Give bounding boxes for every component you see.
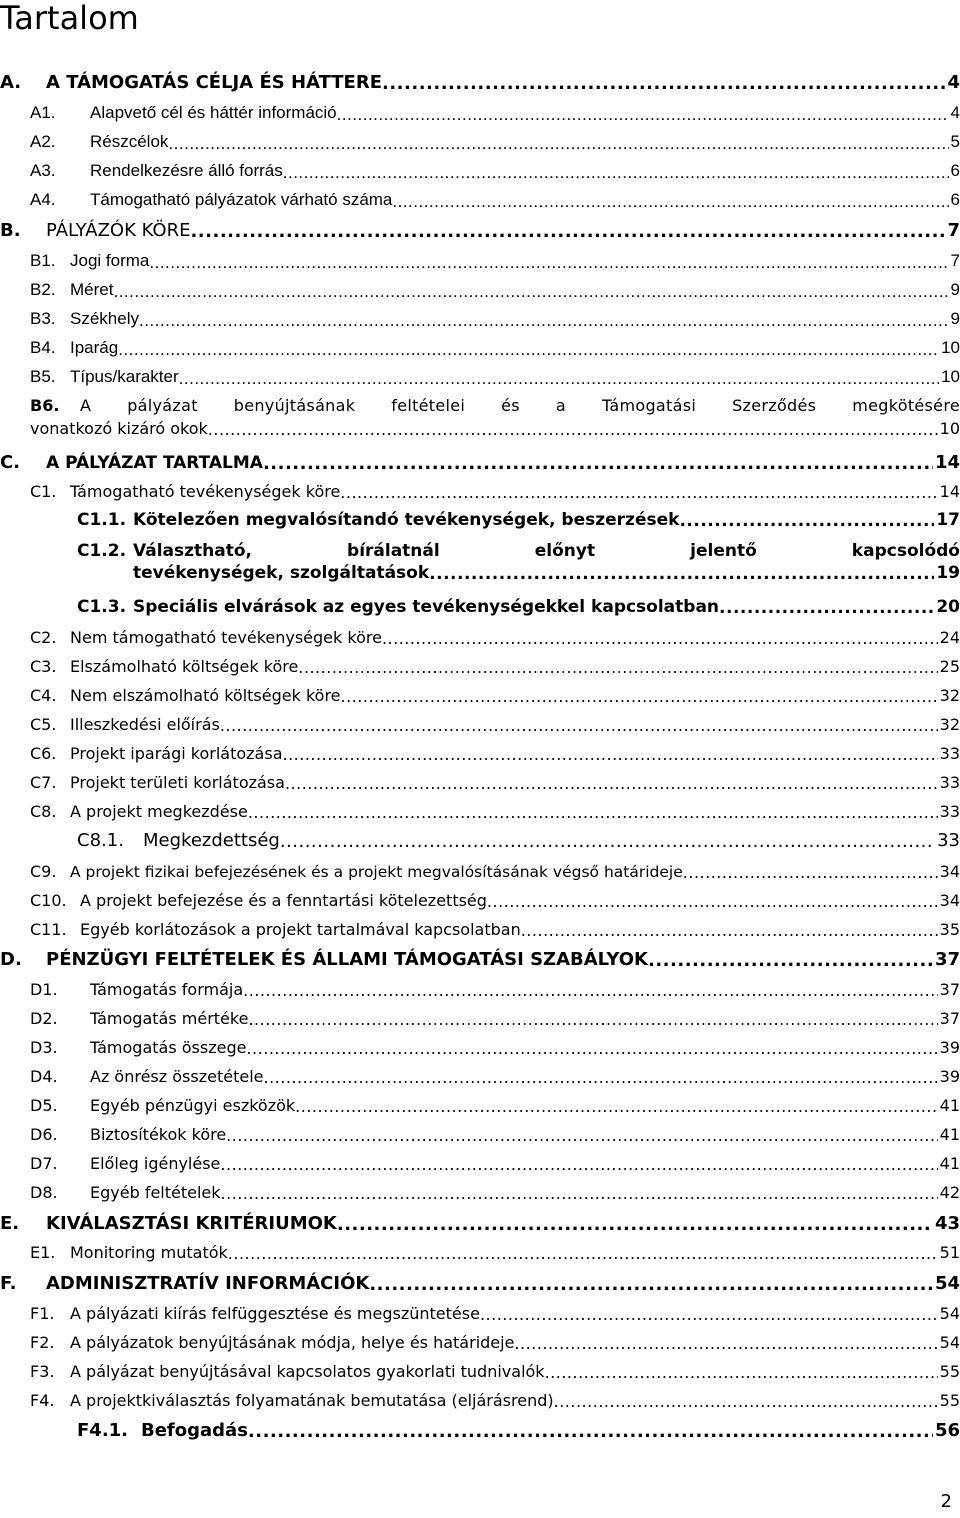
toc-number: B5. [30, 367, 56, 386]
toc-text: Rendelkezésre álló forrás [90, 161, 283, 180]
dot-leader [369, 1276, 933, 1294]
toc-entry[interactable] [0, 802, 960, 821]
toc-page-number: 6 [950, 190, 960, 209]
dot-leader [719, 600, 934, 617]
toc-page-number: 41 [939, 1154, 960, 1173]
toc-page-number: 10 [941, 367, 960, 386]
page-title: Tartalom [0, 0, 139, 37]
toc-text: A projekt megkezdése [70, 802, 248, 821]
toc-entry[interactable] [0, 686, 960, 705]
dot-leader [382, 75, 945, 93]
toc-text: Nem támogatható tevékenységek köre [70, 628, 382, 647]
toc-text: Támogatható pályázatok várható száma [90, 190, 393, 209]
toc-page-number: 24 [939, 628, 960, 647]
toc-page-number: 19 [936, 563, 960, 583]
toc-text: A pályázat benyújtásával kapcsolatos gyakorlati tudnivalók [70, 1362, 545, 1381]
toc-entry[interactable] [0, 1009, 960, 1028]
toc-text: A pályázatok benyújtásának módja, helye és határideje [70, 1333, 515, 1352]
toc-text: Támogatható tevékenységek köre [70, 482, 341, 501]
dot-leader [118, 341, 939, 358]
toc-text: Monitoring mutatók [70, 1243, 228, 1262]
toc-page-number: 14 [939, 482, 960, 501]
toc-number: C8. [30, 802, 57, 821]
toc-text: Nem elszámolható költségek köre [70, 686, 341, 705]
toc-entry[interactable] [0, 1243, 960, 1262]
toc-entry[interactable] [0, 1096, 960, 1115]
dot-leader [263, 455, 933, 473]
toc-entry[interactable] [0, 1125, 960, 1144]
toc-text: Befogadás [141, 1420, 248, 1441]
footer-page-number: 2 [940, 1491, 952, 1512]
toc-text: PÁLYÁZÓK KÖRE [46, 220, 191, 241]
toc-number: C5. [30, 715, 57, 734]
toc-text-line1: A pályázat benyújtásának feltételei és a Támogatási Szerződés megkötésére [80, 396, 960, 415]
toc-text: Iparág [70, 338, 119, 357]
toc-page-number: 37 [939, 980, 960, 999]
toc-number: C7. [30, 773, 57, 792]
toc-text: Megkezdettség [143, 830, 280, 851]
toc-page-number: 33 [939, 744, 960, 763]
toc-number: D7. [30, 1154, 58, 1173]
toc-number: C10. [30, 891, 67, 910]
dot-leader [392, 193, 948, 210]
toc-page-number: 7 [947, 220, 960, 241]
toc-number: A4. [30, 190, 56, 209]
toc-text: Székhely [70, 309, 139, 328]
dot-leader [248, 1012, 937, 1028]
toc-text: Méret [70, 280, 114, 299]
toc-page-number: 32 [939, 715, 960, 734]
toc-number: F1. [30, 1304, 55, 1323]
dot-leader [221, 1186, 938, 1202]
toc-text: Projekt területi korlátozása [70, 773, 285, 792]
toc-number: B2. [30, 280, 56, 299]
toc-number: C. [0, 452, 21, 473]
dot-leader [263, 1070, 937, 1086]
dot-leader [514, 1336, 937, 1352]
dot-leader [285, 776, 938, 792]
toc-page-number: 55 [939, 1391, 960, 1410]
toc-entry[interactable] [0, 1154, 960, 1173]
toc-number: C1.1. [77, 510, 127, 530]
dot-leader [340, 485, 937, 501]
dot-leader [429, 566, 934, 583]
toc-number: E. [0, 1213, 20, 1234]
toc-page-number: 33 [939, 773, 960, 792]
dot-leader [208, 422, 938, 438]
toc-entry[interactable] [0, 103, 960, 123]
toc-page-number: 4 [950, 103, 960, 122]
toc-number: D. [0, 949, 22, 970]
dot-leader [545, 1365, 938, 1381]
toc-text: Alapvető cél és háttér információ [90, 103, 337, 122]
toc-entry[interactable] [0, 628, 960, 647]
toc-text: Jogi forma [70, 251, 150, 270]
toc-number: C2. [30, 628, 57, 647]
toc-page-number: 37 [939, 1009, 960, 1028]
toc-entry[interactable] [0, 367, 960, 387]
toc-text: Speciális elvárások az egyes tevékenységekkel kapcsolatban [133, 597, 720, 617]
toc-page-number: 34 [939, 862, 960, 881]
toc-text: Egyéb korlátozások a projekt tartalmával kapcsolatban [80, 920, 521, 939]
toc-entry[interactable] [0, 830, 960, 851]
toc-number: F4. [30, 1391, 55, 1410]
toc-page-number: 32 [939, 686, 960, 705]
toc-number: B. [0, 220, 21, 241]
toc-number: D1. [30, 980, 58, 999]
toc-page-number: 41 [939, 1096, 960, 1115]
toc-entry[interactable] [0, 1420, 960, 1441]
toc-text: Egyéb feltételek [90, 1183, 221, 1202]
toc-page-number: 5 [950, 132, 960, 151]
dot-leader [487, 894, 938, 910]
toc-page-number: 33 [939, 802, 960, 821]
toc-text: Egyéb pénzügyi eszközök [90, 1096, 296, 1115]
toc-page-number: 35 [939, 920, 960, 939]
dot-leader [295, 1099, 937, 1115]
toc-text: PÉNZÜGYI FELTÉTELEK ÉS ÁLLAMI TÁMOGATÁSI SZABÁLYOK [46, 949, 648, 970]
dot-leader [283, 747, 938, 763]
dot-leader [220, 718, 938, 734]
dot-leader [228, 1246, 938, 1262]
toc-text: Támogatás összege [90, 1038, 247, 1057]
toc-number: F2. [30, 1333, 55, 1352]
toc-page-number: 43 [934, 1213, 960, 1234]
toc-text: A projekt fizikai befejezésének és a projekt megvalósításának végső határideje [70, 863, 683, 881]
toc-text: A projekt befejezése és a fenntartási kötelezettség [80, 891, 487, 910]
toc-number: C1. [30, 482, 57, 501]
toc-entry[interactable] [0, 891, 960, 910]
toc-number: C1.2. [77, 541, 127, 561]
toc-text: Részcélok [90, 132, 169, 151]
toc-number: C1.3. [77, 597, 127, 617]
toc-text: Támogatás mértéke [90, 1009, 249, 1028]
toc-page-number: 25 [939, 657, 960, 676]
toc-entry[interactable] [0, 980, 960, 999]
toc-entry[interactable] [0, 949, 960, 970]
toc-text: Az önrész összetétele [90, 1067, 264, 1086]
toc-text: Biztosítékok köre [90, 1125, 227, 1144]
toc-text-line2: tevékenységek, szolgáltatások [133, 563, 430, 583]
toc-entry[interactable] [0, 190, 960, 210]
toc-entry[interactable] [0, 744, 960, 763]
toc-entry[interactable] [0, 396, 960, 438]
toc-text: Támogatás formája [90, 980, 244, 999]
toc-text-line1: Választható, bírálatnál előnyt jelentő kapcsolódó [133, 541, 960, 561]
dot-leader [246, 1041, 937, 1057]
toc-text: Illeszkedési előírás [70, 715, 220, 734]
toc-number: C3. [30, 657, 57, 676]
toc-text: Kötelezően megvalósítandó tevékenységek, beszerzések [133, 510, 680, 530]
dot-leader [341, 689, 938, 705]
toc-entry[interactable] [0, 1038, 960, 1057]
dot-leader [648, 952, 933, 970]
toc-page-number: 9 [950, 309, 960, 328]
toc-number: A1. [30, 103, 56, 122]
dot-leader [382, 631, 938, 647]
toc-page-number: 51 [939, 1243, 960, 1262]
toc-page-number: 17 [936, 510, 960, 530]
toc-entry[interactable] [0, 251, 960, 271]
dot-leader [179, 370, 939, 387]
dot-leader [521, 923, 938, 939]
toc-page-number: 54 [934, 1273, 960, 1294]
toc-entry[interactable] [0, 920, 960, 939]
toc-page-number: 56 [934, 1420, 960, 1441]
dot-leader [554, 1394, 938, 1410]
toc-number: B3. [30, 309, 56, 328]
toc-text: Elszámolható költségek köre [70, 657, 299, 676]
toc-number: C8.1. [77, 830, 124, 851]
toc-entry[interactable] [0, 452, 960, 473]
toc-entry[interactable] [0, 132, 960, 152]
toc-page-number: 41 [939, 1125, 960, 1144]
toc-entry[interactable] [0, 1333, 960, 1352]
toc-page-number: 54 [939, 1304, 960, 1323]
dot-leader [679, 513, 934, 530]
toc-page-number: 7 [950, 251, 960, 270]
dot-leader [149, 254, 948, 271]
toc-text: A PÁLYÁZAT TARTALMA [46, 453, 263, 473]
toc-entry[interactable] [0, 1362, 960, 1381]
dot-leader [168, 135, 948, 152]
dot-leader [280, 833, 935, 851]
toc-entry[interactable] [0, 220, 960, 241]
toc-entry[interactable] [0, 773, 960, 792]
toc-entry[interactable] [0, 1183, 960, 1202]
toc-number: D2. [30, 1009, 58, 1028]
toc-number: F4.1. [77, 1420, 129, 1441]
toc-entry[interactable] [0, 72, 960, 93]
toc-page-number: 10 [939, 419, 960, 438]
toc-entry[interactable] [0, 482, 960, 501]
toc-entry[interactable] [0, 1273, 960, 1294]
toc-text: A projektkiválasztás folyamatának bemutatása (eljárásrend) [70, 1391, 554, 1410]
toc-entry[interactable] [0, 1304, 960, 1323]
toc-number: D6. [30, 1125, 58, 1144]
toc-entry[interactable] [0, 280, 960, 300]
dot-leader [248, 805, 938, 821]
toc-entry[interactable] [0, 715, 960, 734]
toc-page-number: 34 [939, 891, 960, 910]
toc-page-number: 37 [934, 949, 960, 970]
toc-number: D8. [30, 1183, 58, 1202]
dot-leader [337, 1216, 933, 1234]
toc-number: C6. [30, 744, 57, 763]
toc-text: A TÁMOGATÁS CÉLJA ÉS HÁTTERE [46, 72, 382, 93]
toc-page-number: 6 [950, 161, 960, 180]
toc-page-number: 55 [939, 1362, 960, 1381]
toc-text: A pályázati kiírás felfüggesztése és megszüntetése [70, 1304, 480, 1323]
toc-number: C9. [30, 862, 57, 881]
dot-leader [248, 1423, 933, 1441]
toc-text: Előleg igénylése [90, 1154, 221, 1173]
toc-entry[interactable] [0, 1067, 960, 1086]
toc-text: ADMINISZTRATÍV INFORMÁCIÓK [46, 1273, 370, 1294]
dot-leader [283, 164, 949, 181]
dot-leader [113, 283, 948, 300]
toc-page-number: 14 [934, 452, 960, 473]
toc-number: D4. [30, 1067, 58, 1086]
toc-number: A. [0, 72, 22, 93]
dot-leader [298, 660, 937, 676]
toc-page-number: 9 [950, 280, 960, 299]
toc-page-number: 10 [941, 338, 960, 357]
toc-entry[interactable] [0, 1213, 960, 1234]
dot-leader [337, 106, 949, 123]
toc-text: Típus/karakter [70, 367, 179, 386]
toc-number: C11. [30, 920, 67, 939]
toc-entry[interactable] [0, 161, 960, 181]
toc-entry[interactable] [0, 657, 960, 676]
toc-page-number: 42 [939, 1183, 960, 1202]
dot-leader [226, 1128, 937, 1144]
toc-number: F. [0, 1273, 17, 1294]
toc-number: C4. [30, 686, 57, 705]
toc-number: A3. [30, 161, 56, 180]
dot-leader [480, 1307, 938, 1323]
dot-leader [683, 865, 938, 881]
toc-number: A2. [30, 132, 56, 151]
toc-page-number: 33 [937, 830, 960, 851]
toc-page-number: 20 [936, 597, 960, 617]
toc-number: F3. [30, 1362, 55, 1381]
toc-page-number: 4 [947, 72, 960, 93]
toc-text-line2: vonatkozó kizáró okok [30, 419, 208, 438]
toc-number: E1. [30, 1243, 56, 1262]
dot-leader [139, 312, 949, 329]
toc-entry[interactable] [0, 541, 960, 583]
toc-number: B4. [30, 338, 56, 357]
toc-number: B1. [30, 251, 56, 270]
toc-number: D5. [30, 1096, 58, 1115]
toc-text: Projekt iparági korlátozása [70, 744, 283, 763]
toc-entry[interactable] [0, 1391, 960, 1410]
dot-leader [243, 983, 938, 999]
toc-text: KIVÁLASZTÁSI KRITÉRIUMOK [46, 1213, 337, 1234]
dot-leader [190, 223, 945, 241]
toc-entry[interactable] [0, 597, 960, 617]
toc-page-number: 39 [939, 1038, 960, 1057]
toc-entry[interactable] [0, 510, 960, 530]
toc-page-number: 39 [939, 1067, 960, 1086]
toc-entry[interactable] [0, 309, 960, 329]
toc-page-number: 54 [939, 1333, 960, 1352]
toc-number: B6. [30, 396, 60, 415]
toc-number: D3. [30, 1038, 58, 1057]
toc-entry[interactable] [0, 338, 960, 358]
dot-leader [220, 1157, 937, 1173]
toc-entry[interactable] [0, 862, 960, 881]
